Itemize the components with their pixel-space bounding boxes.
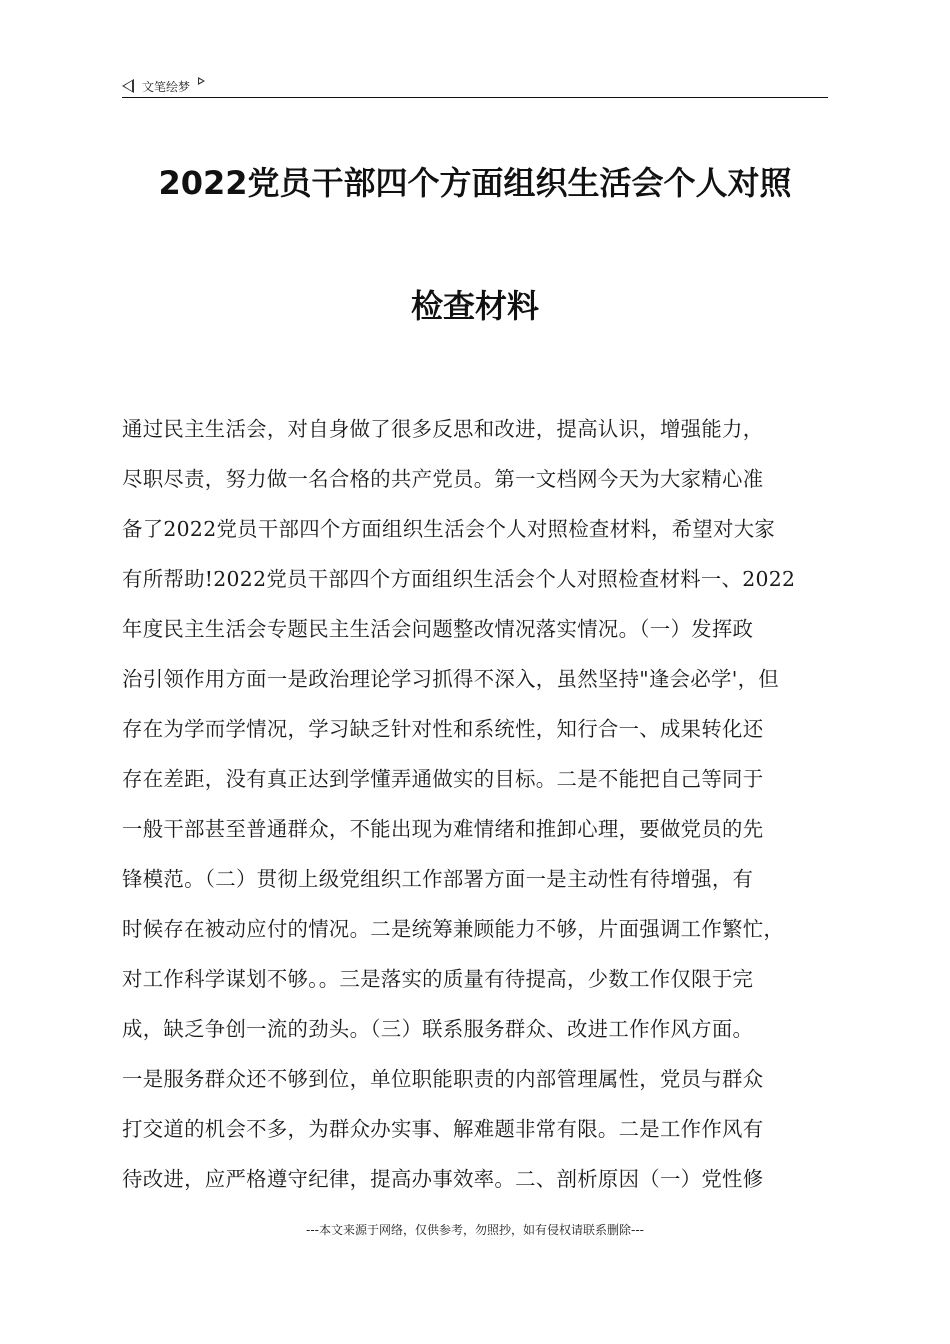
document-title-line-2: 检查材料 xyxy=(410,287,539,325)
triangle-left-icon xyxy=(122,79,134,93)
body-line: 年度民主生活会专题民主生活会问题整改情况落实情况。（一）发挥政 xyxy=(122,617,754,641)
body-line: 一般干部甚至普通群众，不能出现为难情绪和推卸心理，要做党员的先 xyxy=(122,817,764,841)
body-paragraph xyxy=(122,414,834,1214)
body-line: 锋模范。（二）贯彻上级党组织工作部署方面一是主动性有待增强，有 xyxy=(122,867,754,891)
body-line: 对工作科学谋划不够。。三是落实的质量有待提高，少数工作仅限于完 xyxy=(122,967,754,991)
page-header xyxy=(122,74,828,98)
page-footer-disclaimer: ---本文来源于网络，仅供参考，勿照抄，如有侵权请联系删除--- xyxy=(306,1223,644,1237)
body-line: 一是服务群众还不够到位，单位职能职责的内部管理属性，党员与群众 xyxy=(122,1067,764,1091)
document-title-line-1: 2022党员干部四个方面组织生活会个人对照 xyxy=(158,164,792,202)
body-line: 存在差距，没有真正达到学懂弄通做实的目标。二是不能把自己等同于 xyxy=(122,767,764,791)
body-line: 尽职尽责，努力做一名合格的共产党员。第一文档网今天为大家精心准 xyxy=(122,467,764,491)
body-line: 有所帮助!2022党员干部四个方面组织生活会个人对照检查材料一、2022 xyxy=(122,567,796,591)
body-line: 通过民主生活会，对自身做了很多反思和改进，提高认识，增强能力， xyxy=(122,417,764,441)
triangle-right-icon xyxy=(198,77,205,85)
header-divider xyxy=(122,97,828,98)
body-line: 治引领作用方面一是政治理论学习抓得不深入，虽然坚持"逢会必学'，但 xyxy=(122,667,779,691)
body-line: 时候存在被动应付的情况。二是统筹兼顾能力不够，片面强调工作繁忙， xyxy=(122,917,785,941)
body-line: 待改进，应严格遵守纪律，提高办事效率。二、剖析原因（一）党性修 xyxy=(122,1167,764,1191)
body-line: 存在为学而学情况，学习缺乏针对性和系统性，知行合一、成果转化还 xyxy=(122,717,764,741)
body-line: 打交道的机会不多，为群众办实事、解难题非常有限。二是工作作风有 xyxy=(122,1117,764,1141)
body-line: 备了2022党员干部四个方面组织生活会个人对照检查材料，希望对大家 xyxy=(122,517,776,541)
body-line: 成，缺乏争创一流的劲头。（三）联系服务群众、改进工作作风方面。 xyxy=(122,1017,754,1041)
header-brand: 文笔绘梦 xyxy=(142,79,191,94)
